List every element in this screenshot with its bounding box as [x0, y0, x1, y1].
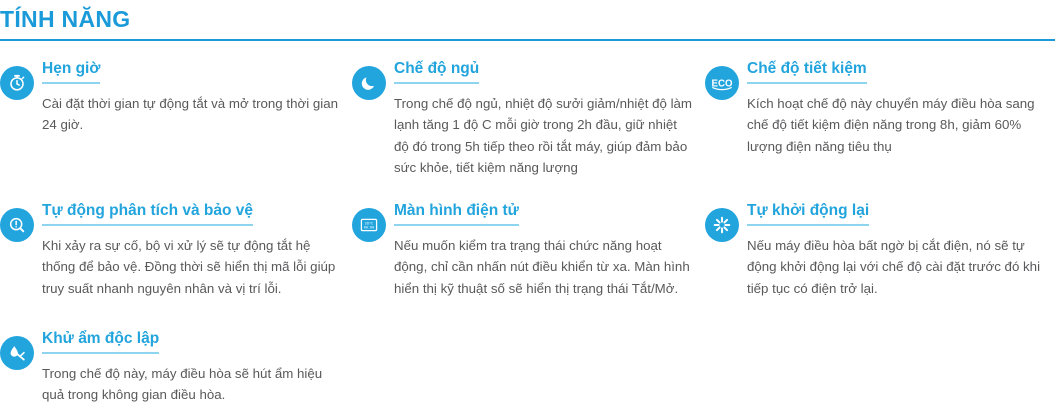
- feature-title: Tự khởi động lại: [747, 202, 869, 226]
- feature-title: Tự động phân tích và bảo vệ: [42, 202, 253, 226]
- timer-icon: [0, 66, 34, 100]
- feature-body: Khi xảy ra sự cố, bộ vi xử lý sẽ tự động tắt hệ thống để bảo vệ. Đồng thời sẽ hiển thị mã lỗi giúp truy suất nhanh nguyên nhân và vị trí lỗi.: [42, 237, 336, 296]
- moon-icon: [352, 66, 386, 100]
- feature-item-auto-restart: [705, 202, 1053, 299]
- feature-item-eco-mode: [705, 60, 1053, 157]
- svg-text:ECO: ECO: [711, 78, 733, 90]
- feature-body: Nếu muốn kiểm tra trạng thái chức năng hoạt động, chỉ cần nhấn nút điều khiển từ xa. Màn hình hiển thị kỹ thuật số sẽ hiển thị trạng thái Tắt/Mở.: [394, 237, 690, 296]
- svg-text:26ºC: 26ºC: [364, 222, 374, 227]
- page-title: TÍNH NĂNG: [0, 6, 131, 32]
- feature-body: Trong chế độ ngủ, nhiệt độ sưởi giảm/nhiệt độ làm lạnh tăng 1 độ C mỗi giờ trong 2h đầu, giữ nhiệt độ đó trong 5h tiếp theo rồi tắt máy, giúp đảm bảo sức khỏe, tiết kiệm năng lượng: [394, 95, 693, 176]
- alert-magnifier-icon: [0, 208, 34, 242]
- display-screen-icon: [352, 208, 386, 242]
- feature-item-dehumidify: [0, 330, 340, 406]
- feature-item-sleep-mode: [352, 60, 692, 179]
- dehumidify-icon: [0, 336, 34, 370]
- feature-title: Chế độ ngủ: [394, 60, 479, 84]
- feature-title: Chế độ tiết kiệm: [747, 60, 867, 84]
- feature-body: Nếu máy điều hòa bất ngờ bị cắt điện, nó sẽ tự động khởi động lại với chế độ cài đặt trước đó khi tiếp tục có điện trở lại.: [747, 237, 1041, 296]
- feature-item-digital-display: [352, 202, 692, 299]
- title-divider: [0, 39, 1055, 41]
- feature-title: Màn hình điện tử: [394, 202, 519, 226]
- eco-icon: [705, 66, 739, 100]
- svg-text:00:00: 00:00: [363, 226, 375, 231]
- feature-body: Trong chế độ này, máy điều hòa sẽ hút ẩm hiệu quả trong không gian điều hòa.: [42, 365, 323, 403]
- feature-item-auto-diagnosis: [0, 202, 340, 299]
- feature-title: Khử ẩm độc lập: [42, 330, 159, 354]
- feature-body: Kích hoạt chế độ này chuyển máy điều hòa sang chế độ tiết kiệm điện năng trong 8h, giảm 60% lượng điện năng tiêu thụ: [747, 95, 1035, 154]
- restart-burst-icon: [705, 208, 739, 242]
- feature-title: Hẹn giờ: [42, 60, 100, 84]
- feature-body: Cài đặt thời gian tự động tắt và mở trong thời gian 24 giờ.: [42, 95, 338, 133]
- feature-item-timer: [0, 60, 340, 136]
